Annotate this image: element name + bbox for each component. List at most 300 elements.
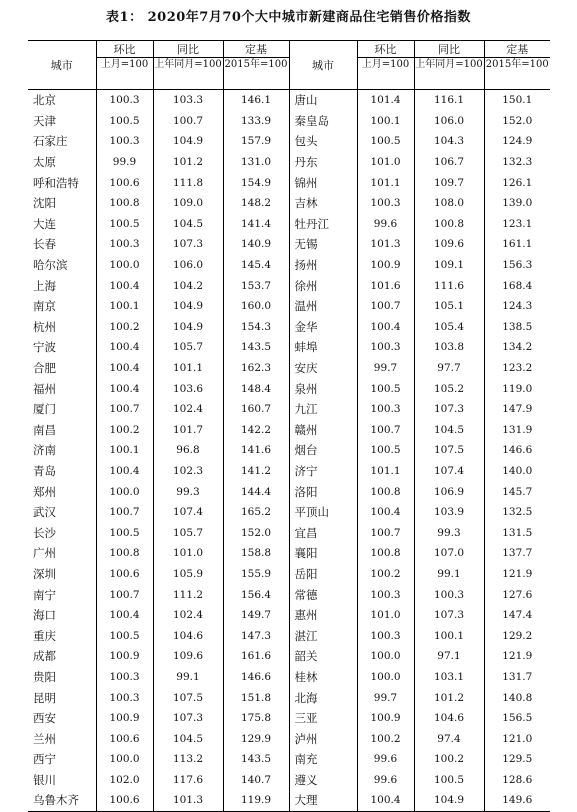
mom-left-cell: 100.1 [96, 440, 153, 461]
city-left-cell: 银川 [33, 772, 56, 787]
fixed-left-cell: 146.1 [223, 90, 289, 111]
fixed-left-cell: 155.9 [223, 564, 289, 585]
mom-right-cell: 99.7 [357, 358, 414, 379]
mom-right-cell: 100.3 [357, 399, 414, 420]
fixed-right-cell: 156.5 [484, 708, 550, 729]
fixed-left-cell: 141.4 [223, 214, 289, 235]
yoy-left-cell: 104.6 [153, 625, 223, 646]
yoy-base-left: 上年同月=100 [153, 58, 223, 90]
city-left-cell: 西安 [33, 711, 56, 726]
fixed-right-cell: 168.4 [484, 275, 550, 296]
mom-left-cell: 100.1 [96, 296, 153, 317]
yoy-right-cell: 99.1 [414, 564, 484, 585]
yoy-right-cell: 107.4 [414, 461, 484, 482]
table-row [28, 543, 550, 564]
mom-left-cell: 100.0 [96, 749, 153, 770]
table-row [28, 708, 550, 729]
fixed-right-cell: 119.0 [484, 378, 550, 399]
table-row [28, 193, 550, 214]
table-row [28, 605, 550, 626]
yoy-right-cell: 97.7 [414, 358, 484, 379]
city-left-cell: 厦门 [33, 402, 56, 417]
fixed-left-cell: 156.4 [223, 584, 289, 605]
mom-left-cell: 100.9 [96, 646, 153, 667]
yoy-right-cell: 104.6 [414, 708, 484, 729]
fixed-left-cell: 133.9 [223, 111, 289, 132]
city-right-cell: 唐山 [289, 90, 357, 111]
yoy-left-cell: 101.1 [153, 358, 223, 379]
city-right-cell: 宜昌 [289, 522, 357, 543]
yoy-left-cell: 111.8 [153, 172, 223, 193]
fixed-right-cell: 161.1 [484, 234, 550, 255]
mom-right-cell: 100.8 [357, 543, 414, 564]
fixed-left-cell: 149.7 [223, 605, 289, 626]
city-right-cell: 徐州 [289, 275, 357, 296]
mom-left-cell: 100.6 [96, 790, 153, 811]
yoy-left-cell: 117.6 [153, 770, 223, 791]
city-right-cell: 大理 [289, 790, 357, 811]
mom-left-cell: 100.4 [96, 378, 153, 399]
city-right-cell: 韶关 [289, 646, 357, 667]
table-title: 表1： 2020年7月70个大中城市新建商品住宅销售价格指数 [106, 10, 471, 25]
yoy-left-cell: 96.8 [153, 440, 223, 461]
city-left-cell: 福州 [33, 381, 56, 396]
city-left-cell: 海口 [33, 608, 56, 623]
yoy-right-cell: 100.8 [414, 214, 484, 235]
city-left-cell: 长春 [33, 237, 56, 252]
city-header-left: 城市 [28, 41, 96, 90]
fixed-left-cell: 143.5 [223, 337, 289, 358]
mom-base-right: 上月=100 [357, 58, 414, 90]
fixed-right-cell: 131.7 [484, 667, 550, 688]
yoy-right-cell: 109.7 [414, 172, 484, 193]
mom-right-cell: 101.0 [357, 152, 414, 173]
city-right-cell: 无锡 [289, 234, 357, 255]
mom-left-cell: 100.2 [96, 317, 153, 338]
yoy-right-cell: 105.4 [414, 317, 484, 338]
city-left-cell: 重庆 [33, 628, 56, 643]
fixed-left-cell: 148.4 [223, 378, 289, 399]
fixed-right-cell: 145.7 [484, 481, 550, 502]
city-right-cell: 吉林 [289, 193, 357, 214]
mom-right-cell: 101.0 [357, 605, 414, 626]
table-row [28, 214, 550, 235]
table-row [28, 646, 550, 667]
yoy-left-cell: 101.7 [153, 420, 223, 441]
yoy-left-cell: 103.6 [153, 378, 223, 399]
mom-left-cell: 100.3 [96, 687, 153, 708]
fixed-right-cell: 140.0 [484, 461, 550, 482]
mom-right-cell: 100.1 [357, 111, 414, 132]
mom-right-cell: 100.5 [357, 131, 414, 152]
mom-left-cell: 100.6 [96, 172, 153, 193]
table-row [28, 440, 550, 461]
yoy-right-cell: 107.5 [414, 440, 484, 461]
fixed-left-cell: 144.4 [223, 481, 289, 502]
city-left-cell: 深圳 [33, 566, 56, 581]
yoy-right-cell: 100.5 [414, 770, 484, 791]
fixed-right-cell: 131.9 [484, 420, 550, 441]
table-row [28, 152, 550, 173]
mom-left-cell: 100.4 [96, 358, 153, 379]
yoy-right-cell: 103.9 [414, 502, 484, 523]
mom-left-cell: 100.0 [96, 481, 153, 502]
table-row [28, 358, 550, 379]
yoy-right-cell: 105.2 [414, 378, 484, 399]
yoy-left-cell: 101.2 [153, 152, 223, 173]
city-left-cell: 上海 [33, 278, 56, 293]
fixed-right-cell: 121.9 [484, 646, 550, 667]
mom-left-cell: 100.6 [96, 728, 153, 749]
fixed-left-cell: 143.5 [223, 749, 289, 770]
yoy-left-cell: 99.3 [153, 481, 223, 502]
fixed-right-cell: 147.9 [484, 399, 550, 420]
yoy-left-cell: 104.5 [153, 728, 223, 749]
yoy-left-cell: 109.6 [153, 646, 223, 667]
table-row [28, 687, 550, 708]
fixed-right-cell: 147.4 [484, 605, 550, 626]
city-left-cell: 南宁 [33, 587, 56, 602]
yoy-right-cell: 106.9 [414, 481, 484, 502]
fixed-left-cell: 175.8 [223, 708, 289, 729]
mom-right-cell: 100.0 [357, 667, 414, 688]
city-left-cell: 北京 [33, 93, 56, 108]
yoy-left-cell: 102.4 [153, 605, 223, 626]
city-left-cell: 太原 [33, 155, 56, 170]
price-index-table [28, 40, 550, 812]
mom-right-cell: 100.4 [357, 790, 414, 811]
fixed-right-cell: 138.5 [484, 317, 550, 338]
yoy-left-cell: 105.9 [153, 564, 223, 585]
mom-left-cell: 100.4 [96, 275, 153, 296]
table-row [28, 749, 550, 770]
city-right-cell: 北海 [289, 687, 357, 708]
fixed-left-cell: 152.0 [223, 522, 289, 543]
city-right-cell: 赣州 [289, 420, 357, 441]
fixed-right-cell: 121.0 [484, 728, 550, 749]
yoy-right-cell: 105.1 [414, 296, 484, 317]
fixed-left-cell: 161.6 [223, 646, 289, 667]
fixed-right-cell: 128.6 [484, 770, 550, 791]
mom-left-cell: 102.0 [96, 770, 153, 791]
mom-right-cell: 100.7 [357, 296, 414, 317]
yoy-left-cell: 104.5 [153, 214, 223, 235]
city-left-cell: 南昌 [33, 422, 56, 437]
fixed-left-cell: 162.3 [223, 358, 289, 379]
yoy-left-cell: 104.9 [153, 317, 223, 338]
mom-right-cell: 100.2 [357, 564, 414, 585]
yoy-left-cell: 100.7 [153, 111, 223, 132]
mom-right-cell: 101.4 [357, 90, 414, 111]
fixed-right-cell: 123.1 [484, 214, 550, 235]
fixed-right-cell: 132.5 [484, 502, 550, 523]
table-row [28, 502, 550, 523]
mom-left-cell: 100.8 [96, 543, 153, 564]
mom-left-cell: 100.3 [96, 131, 153, 152]
city-right-cell: 金华 [289, 317, 357, 338]
fixed-right-cell: 140.8 [484, 687, 550, 708]
yoy-right-cell: 109.6 [414, 234, 484, 255]
fixed-left-cell: 157.9 [223, 131, 289, 152]
city-left-cell: 郑州 [33, 484, 56, 499]
mom-right-cell: 100.7 [357, 522, 414, 543]
table-header [28, 41, 550, 90]
fixed-right-cell: 124.9 [484, 131, 550, 152]
yoy-right-cell: 103.1 [414, 667, 484, 688]
city-right-cell: 锦州 [289, 172, 357, 193]
table-row [28, 378, 550, 399]
table-row [28, 625, 550, 646]
yoy-left-cell: 104.9 [153, 131, 223, 152]
yoy-right-cell: 97.4 [414, 728, 484, 749]
fixed-left-cell: 151.8 [223, 687, 289, 708]
yoy-left-cell: 107.3 [153, 234, 223, 255]
city-left-cell: 昆明 [33, 690, 56, 705]
fixed-left-cell: 129.9 [223, 728, 289, 749]
mom-right-cell: 100.2 [357, 728, 414, 749]
city-right-cell: 三亚 [289, 708, 357, 729]
mom-left-cell: 100.5 [96, 522, 153, 543]
mom-left-cell: 100.4 [96, 605, 153, 626]
yoy-right-cell: 104.5 [414, 420, 484, 441]
yoy-right-cell: 104.3 [414, 131, 484, 152]
mom-left-cell: 99.9 [96, 152, 153, 173]
fixed-left-cell: 140.7 [223, 770, 289, 791]
fixed-left-cell: 165.2 [223, 502, 289, 523]
table-row [28, 234, 550, 255]
yoy-left-cell: 107.3 [153, 708, 223, 729]
fixed-right-cell: 146.6 [484, 440, 550, 461]
fixed-right-cell: 123.2 [484, 358, 550, 379]
fixed-left-cell: 153.7 [223, 275, 289, 296]
yoy-right-cell: 107.3 [414, 399, 484, 420]
mom-right-cell: 100.5 [357, 378, 414, 399]
yoy-left-cell: 113.2 [153, 749, 223, 770]
fixed-left-cell: 160.0 [223, 296, 289, 317]
yoy-left-cell: 101.0 [153, 543, 223, 564]
fixed-left-cell: 142.2 [223, 420, 289, 441]
city-right-cell: 九江 [289, 399, 357, 420]
yoy-left-cell: 102.3 [153, 461, 223, 482]
fixed-right-cell: 139.0 [484, 193, 550, 214]
city-right-cell: 扬州 [289, 255, 357, 276]
city-right-cell: 丹东 [289, 152, 357, 173]
yoy-right-cell: 100.3 [414, 584, 484, 605]
yoy-right-cell: 107.3 [414, 605, 484, 626]
yoy-left-cell: 109.0 [153, 193, 223, 214]
city-right-cell: 湛江 [289, 625, 357, 646]
yoy-right-cell: 101.2 [414, 687, 484, 708]
mom-left-cell: 100.3 [96, 234, 153, 255]
mom-right-cell: 101.6 [357, 275, 414, 296]
table-row [28, 667, 550, 688]
city-right-cell: 安庆 [289, 358, 357, 379]
mom-left-cell: 100.5 [96, 214, 153, 235]
yoy-left-cell: 111.2 [153, 584, 223, 605]
mom-right-cell: 99.7 [357, 687, 414, 708]
city-right-cell: 包头 [289, 131, 357, 152]
mom-left-cell: 100.6 [96, 564, 153, 585]
mom-left-cell: 100.4 [96, 337, 153, 358]
fixed-left-cell: 154.9 [223, 172, 289, 193]
fixed-left-cell: 160.7 [223, 399, 289, 420]
yoy-left-cell: 107.5 [153, 687, 223, 708]
city-right-cell: 岳阳 [289, 564, 357, 585]
yoy-right-cell: 104.9 [414, 790, 484, 811]
table-row [28, 131, 550, 152]
city-right-cell: 秦皇岛 [289, 111, 357, 132]
city-right-cell: 遵义 [289, 770, 357, 791]
yoy-right-cell: 111.6 [414, 275, 484, 296]
city-right-cell: 温州 [289, 296, 357, 317]
table-row [28, 172, 550, 193]
table-row [28, 728, 550, 749]
table-row [28, 584, 550, 605]
city-left-cell: 哈尔滨 [33, 258, 68, 273]
table-row [28, 275, 550, 296]
city-left-cell: 杭州 [33, 319, 56, 334]
mom-right-cell: 100.4 [357, 317, 414, 338]
city-right-cell: 泉州 [289, 378, 357, 399]
table-row [28, 255, 550, 276]
city-left-cell: 兰州 [33, 731, 56, 746]
city-left-cell: 沈阳 [33, 196, 56, 211]
fixed-header-right: 定基 [484, 41, 550, 58]
table-row [28, 296, 550, 317]
mom-left-cell: 100.7 [96, 584, 153, 605]
mom-left-cell: 100.2 [96, 420, 153, 441]
fixed-right-cell: 149.6 [484, 790, 550, 811]
mom-right-cell: 100.9 [357, 708, 414, 729]
mom-left-cell: 100.3 [96, 90, 153, 111]
table-row [28, 564, 550, 585]
city-left-cell: 大连 [33, 216, 56, 231]
fixed-right-cell: 132.3 [484, 152, 550, 173]
mom-left-cell: 100.5 [96, 625, 153, 646]
fixed-left-cell: 140.9 [223, 234, 289, 255]
mom-left-cell: 100.8 [96, 193, 153, 214]
table-row [28, 522, 550, 543]
yoy-header-right: 同比 [414, 41, 484, 58]
mom-right-cell: 101.1 [357, 172, 414, 193]
mom-right-cell: 100.3 [357, 337, 414, 358]
fixed-left-cell: 148.2 [223, 193, 289, 214]
city-right-cell: 桂林 [289, 667, 357, 688]
city-right-cell: 洛阳 [289, 481, 357, 502]
mom-right-cell: 101.1 [357, 461, 414, 482]
fixed-left-cell: 141.6 [223, 440, 289, 461]
mom-right-cell: 100.5 [357, 440, 414, 461]
yoy-right-cell: 109.1 [414, 255, 484, 276]
yoy-right-cell: 100.2 [414, 749, 484, 770]
fixed-right-cell: 152.0 [484, 111, 550, 132]
mom-left-cell: 100.4 [96, 461, 153, 482]
city-right-cell: 泸州 [289, 728, 357, 749]
fixed-right-cell: 134.2 [484, 337, 550, 358]
yoy-header-left: 同比 [153, 41, 223, 58]
table-row [28, 770, 550, 791]
yoy-left-cell: 104.9 [153, 296, 223, 317]
city-right-cell: 蚌埠 [289, 337, 357, 358]
city-right-cell: 惠州 [289, 605, 357, 626]
fixed-left-cell: 119.9 [223, 790, 289, 811]
mom-right-cell: 100.7 [357, 420, 414, 441]
fixed-right-cell: 131.5 [484, 522, 550, 543]
mom-right-cell: 101.3 [357, 234, 414, 255]
fixed-right-cell: 126.1 [484, 172, 550, 193]
fixed-left-cell: 158.8 [223, 543, 289, 564]
fixed-left-cell: 145.4 [223, 255, 289, 276]
city-left-cell: 乌鲁木齐 [28, 790, 96, 811]
mom-right-cell: 100.9 [357, 255, 414, 276]
city-right-cell: 烟台 [289, 440, 357, 461]
table-row [28, 399, 550, 420]
mom-left-cell: 100.0 [96, 255, 153, 276]
mom-right-cell: 99.6 [357, 214, 414, 235]
yoy-left-cell: 105.7 [153, 522, 223, 543]
mom-right-cell: 99.6 [357, 770, 414, 791]
city-left-cell: 宁波 [33, 340, 56, 355]
table-row [28, 420, 550, 441]
yoy-left-cell: 105.7 [153, 337, 223, 358]
fixed-base-left: 2015年=100 [223, 58, 289, 90]
mom-right-cell: 100.0 [357, 646, 414, 667]
fixed-header-left: 定基 [223, 41, 289, 58]
mom-right-cell: 100.3 [357, 584, 414, 605]
city-left-cell: 济南 [33, 443, 56, 458]
table-row [28, 317, 550, 338]
table-row [28, 111, 550, 132]
mom-left-cell: 100.5 [96, 111, 153, 132]
city-right-cell: 南充 [289, 749, 357, 770]
fixed-right-cell: 150.1 [484, 90, 550, 111]
city-left-cell: 成都 [33, 649, 56, 664]
mom-header-right: 环比 [357, 41, 414, 58]
yoy-left-cell: 102.4 [153, 399, 223, 420]
mom-right-cell: 100.4 [357, 502, 414, 523]
city-right-cell: 常德 [289, 584, 357, 605]
yoy-base-right: 上年同月=100 [414, 58, 484, 90]
fixed-right-cell: 121.9 [484, 564, 550, 585]
fixed-right-cell: 124.3 [484, 296, 550, 317]
table-row [28, 90, 550, 111]
mom-base-left: 上月=100 [96, 58, 153, 90]
table-row [28, 461, 550, 482]
city-right-cell: 济宁 [289, 461, 357, 482]
fixed-right-cell: 156.3 [484, 255, 550, 276]
fixed-right-cell: 137.7 [484, 543, 550, 564]
yoy-right-cell: 100.1 [414, 625, 484, 646]
mom-left-cell: 100.3 [96, 667, 153, 688]
city-left-cell: 青岛 [33, 463, 56, 478]
city-left-cell: 西宁 [33, 752, 56, 767]
table-body [28, 90, 550, 812]
mom-right-cell: 100.3 [357, 625, 414, 646]
yoy-left-cell: 103.3 [153, 90, 223, 111]
fixed-right-cell: 129.5 [484, 749, 550, 770]
yoy-left-cell: 106.0 [153, 255, 223, 276]
yoy-left-cell: 107.4 [153, 502, 223, 523]
yoy-right-cell: 106.7 [414, 152, 484, 173]
fixed-left-cell: 146.6 [223, 667, 289, 688]
fixed-right-cell: 129.2 [484, 625, 550, 646]
mom-right-cell: 99.6 [357, 749, 414, 770]
table-row [28, 337, 550, 358]
city-left-cell: 合肥 [33, 361, 56, 376]
city-right-cell: 平顶山 [289, 502, 357, 523]
table-row [28, 481, 550, 502]
city-left-cell: 武汉 [33, 505, 56, 520]
